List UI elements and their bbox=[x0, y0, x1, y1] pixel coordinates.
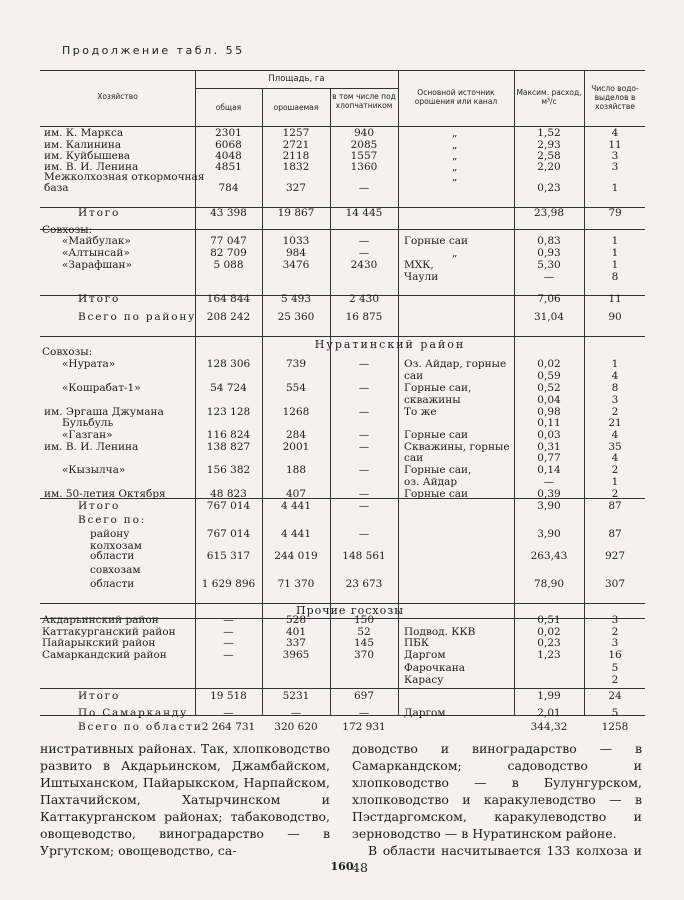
cell-farm-name: области bbox=[90, 550, 135, 562]
cell-num: 3 bbox=[611, 614, 619, 626]
cell-total: 48 823 bbox=[210, 488, 247, 500]
cell-flow: 0,04 bbox=[537, 394, 561, 406]
cell-source: ПБК bbox=[404, 637, 429, 649]
cell-irrigated: 554 bbox=[285, 382, 307, 394]
cell-irrigated: 3965 bbox=[282, 649, 310, 661]
cell-num: 1 bbox=[611, 182, 619, 194]
cell-total: 5 088 bbox=[213, 259, 244, 271]
cell-farm-name: «Майбулак» bbox=[62, 235, 131, 247]
cell-total: 19 518 bbox=[210, 690, 247, 702]
cell-num: 35 bbox=[608, 441, 622, 453]
cell-num: 79 bbox=[608, 207, 622, 219]
header-users: Число водовыделов в хозяйстве bbox=[591, 84, 639, 111]
cell-farm-name: Каттакурганский район bbox=[42, 626, 176, 638]
cell-farm-name: им. Калинина bbox=[44, 139, 122, 151]
cell-farm-name: району bbox=[90, 528, 130, 540]
cell-farm-name: Всего по области bbox=[78, 721, 203, 733]
cell-num: 1 bbox=[611, 259, 619, 271]
cell-flow: 3,90 bbox=[537, 528, 561, 540]
cell-num: 8 bbox=[611, 271, 619, 283]
cell-source: Горные саи, bbox=[404, 382, 472, 394]
cell-cotton: 940 bbox=[353, 127, 375, 139]
cell-source: Даргом bbox=[404, 649, 446, 661]
cell-cotton: 2430 bbox=[350, 259, 378, 271]
cell-source: „ bbox=[452, 150, 458, 162]
cell-farm-name: Акдарьинский район bbox=[42, 614, 159, 626]
cell-irrigated: 337 bbox=[285, 637, 307, 649]
cell-total: 2 264 731 bbox=[201, 721, 256, 733]
cell-farm-name: «Нурата» bbox=[62, 358, 116, 370]
cell-farm-name: совхозам bbox=[90, 564, 141, 576]
cell-cotton: 370 bbox=[353, 649, 375, 661]
row-rule bbox=[40, 688, 645, 689]
cell-flow: 2,58 bbox=[537, 150, 561, 162]
cell-farm-name: Межколхозная откормочная bbox=[44, 171, 205, 183]
cell-flow: 0,98 bbox=[537, 406, 561, 418]
cell-irrigated: 188 bbox=[285, 464, 307, 476]
row-rule bbox=[40, 336, 645, 337]
cell-irrigated: 2118 bbox=[282, 150, 310, 162]
cell-flow: — bbox=[543, 476, 555, 488]
cell-total: 128 306 bbox=[206, 358, 251, 370]
cell-cotton: 16 875 bbox=[345, 311, 383, 323]
cell-farm-name: Совхозы: bbox=[42, 346, 93, 358]
cell-farm-name: Совхозы: bbox=[42, 224, 93, 236]
cell-flow: 0,77 bbox=[537, 452, 561, 464]
cell-source: Фарочкана bbox=[404, 662, 466, 674]
row-rule bbox=[40, 229, 645, 230]
cell-irrigated: 401 bbox=[285, 626, 307, 638]
cell-irrigated: 984 bbox=[285, 247, 307, 259]
cell-source: Даргом bbox=[404, 707, 446, 719]
cell-cotton: 23 673 bbox=[345, 578, 383, 590]
cell-total: 208 242 bbox=[206, 311, 251, 323]
cell-farm-name: база bbox=[44, 182, 69, 194]
cell-farm-name: колхозам bbox=[90, 540, 142, 552]
cell-irrigated: 1832 bbox=[282, 161, 310, 173]
table-caption: Продолжение табл. 55 bbox=[62, 44, 245, 57]
cell-farm-name: Всего по: bbox=[78, 514, 147, 526]
cell-cotton: 1557 bbox=[350, 150, 378, 162]
cell-irrigated: — bbox=[290, 707, 302, 719]
cell-farm-name: области bbox=[90, 578, 135, 590]
cell-flow: 0,83 bbox=[537, 235, 561, 247]
cell-total: 156 382 bbox=[206, 464, 251, 476]
cell-cotton: 697 bbox=[353, 690, 375, 702]
cell-cotton: — bbox=[358, 707, 370, 719]
cell-flow: 1,99 bbox=[537, 690, 561, 702]
cell-num: 5 bbox=[611, 662, 619, 674]
cell-flow: 0,52 bbox=[537, 382, 561, 394]
cell-num: 21 bbox=[608, 417, 622, 429]
cell-flow: 0,51 bbox=[537, 614, 561, 626]
cell-irrigated: 3476 bbox=[282, 259, 310, 271]
cell-source: скважины bbox=[404, 394, 461, 406]
cell-source: саи bbox=[404, 452, 424, 464]
cell-total: 784 bbox=[218, 182, 239, 194]
cell-total: — bbox=[223, 649, 234, 661]
body-text-right bbox=[352, 740, 642, 876]
cell-num: 90 bbox=[608, 311, 622, 323]
header-source: Основной источник орошения или канал bbox=[414, 88, 498, 106]
cell-flow: 0,39 bbox=[537, 488, 561, 500]
cell-source: Горные саи bbox=[404, 235, 469, 247]
cell-irrigated: 71 370 bbox=[277, 578, 315, 590]
cell-source: Карасу bbox=[404, 674, 444, 686]
cell-total: 4851 bbox=[215, 161, 242, 173]
cell-farm-name: Бульбуль bbox=[62, 417, 114, 429]
cell-irrigated: 284 bbox=[285, 429, 307, 441]
cell-irrigated: 4 441 bbox=[280, 528, 312, 540]
cell-irrigated: 4 441 bbox=[280, 500, 312, 512]
cell-num: 87 bbox=[608, 500, 622, 512]
cell-flow: 0,93 bbox=[537, 247, 561, 259]
cell-farm-name: им. Куйбышева bbox=[44, 150, 130, 162]
cell-total: 77 047 bbox=[210, 235, 247, 247]
cell-irrigated: 407 bbox=[285, 488, 307, 500]
cell-farm-name: Итого bbox=[78, 293, 121, 305]
cell-total: — bbox=[223, 614, 234, 626]
cell-farm-name: «Кошрабат-1» bbox=[62, 382, 141, 394]
table-top-rule bbox=[40, 70, 645, 71]
cell-num: 11 bbox=[608, 293, 622, 305]
cell-num: 3 bbox=[611, 150, 619, 162]
cell-num: 4 bbox=[611, 127, 619, 139]
cell-num: 2 bbox=[611, 464, 619, 476]
cell-cotton: — bbox=[358, 500, 370, 512]
cell-flow: 23,98 bbox=[533, 207, 565, 219]
cell-irrigated: 1257 bbox=[282, 127, 310, 139]
body-text-left bbox=[40, 740, 330, 859]
cell-irrigated: 19 867 bbox=[277, 207, 315, 219]
cell-total: 43 398 bbox=[210, 207, 247, 219]
cell-source: Горные саи bbox=[404, 488, 469, 500]
page-number: 160 bbox=[330, 860, 354, 873]
cell-flow: 0,02 bbox=[537, 626, 561, 638]
cell-num: 16 bbox=[608, 649, 622, 661]
cell-source: МХК, bbox=[404, 259, 434, 271]
header-total: общая bbox=[215, 103, 242, 112]
cell-irrigated: 327 bbox=[285, 182, 307, 194]
cell-farm-name: им. В. И. Ленина bbox=[44, 161, 139, 173]
cell-cotton: — bbox=[358, 488, 370, 500]
cell-num: 3 bbox=[611, 394, 619, 406]
cell-total: 116 824 bbox=[206, 429, 251, 441]
cell-source: „ bbox=[452, 161, 458, 173]
cell-cotton: 150 bbox=[353, 614, 375, 626]
cell-flow: 2,01 bbox=[537, 707, 561, 719]
cell-irrigated: 244 019 bbox=[274, 550, 318, 562]
cell-source: саи bbox=[404, 370, 424, 382]
area-group-rule bbox=[195, 88, 398, 89]
cell-farm-name: Итого bbox=[78, 500, 121, 512]
cell-source: Горные саи, bbox=[404, 464, 472, 476]
cell-irrigated: 1033 bbox=[282, 235, 310, 247]
cell-flow: 1,52 bbox=[537, 127, 561, 139]
cell-total: 767 014 bbox=[206, 528, 251, 540]
cell-cotton: 172 931 bbox=[342, 721, 386, 733]
cell-flow: 1,23 bbox=[537, 649, 561, 661]
cell-num: 4 bbox=[611, 370, 619, 382]
cell-farm-name: По Самарканду bbox=[78, 707, 189, 719]
cell-source: оз. Айдар bbox=[404, 476, 458, 488]
cell-farm-name: Итого bbox=[78, 207, 121, 219]
cell-farm-name: «Алтынсай» bbox=[62, 247, 130, 259]
cell-flow: 0,11 bbox=[537, 417, 561, 429]
cell-source: Подвод. ККВ bbox=[404, 626, 476, 638]
cell-irrigated: 5231 bbox=[282, 690, 310, 702]
cell-farm-name: им. Эргаша Джумана bbox=[44, 406, 164, 418]
cell-flow: 78,90 bbox=[533, 578, 565, 590]
cell-irrigated: 528 bbox=[285, 614, 307, 626]
cell-num: 5 bbox=[611, 707, 619, 719]
cell-total: 767 014 bbox=[206, 500, 251, 512]
cell-total: — bbox=[223, 626, 234, 638]
cell-source: „ bbox=[452, 247, 458, 259]
cell-farm-name: «Зарафшан» bbox=[62, 259, 132, 271]
cell-cotton: — bbox=[358, 235, 370, 247]
cell-num: 24 bbox=[608, 690, 622, 702]
cell-num: 1 bbox=[611, 358, 619, 370]
cell-farm-name: Самаркандский район bbox=[42, 649, 167, 661]
cell-irrigated: 25 360 bbox=[277, 311, 315, 323]
paragraph: нистративных районах. Так, хлопководство развито в Акдарьинском, Джамбайском, Иштыханском, Пайарыкском, Нарпайском, Пахтачийском, Хатырчинском и Каттакурганском районах; табаководство, овощеводство, виноградарство — в Ургутском; овощеводство, са- bbox=[40, 741, 330, 858]
cell-flow: 0,23 bbox=[537, 637, 561, 649]
cell-total: 138 827 bbox=[206, 441, 251, 453]
cell-flow: 0,14 bbox=[537, 464, 561, 476]
header-farm: Хозяйство bbox=[97, 92, 138, 101]
cell-flow: 31,04 bbox=[533, 311, 565, 323]
cell-num: 1 bbox=[611, 247, 619, 259]
paragraph: В области насчитывается 133 колхоза и 48 bbox=[352, 843, 642, 875]
cell-cotton: — bbox=[358, 182, 370, 194]
header-flow: Максим. расход, м³/с bbox=[516, 88, 582, 106]
cell-cotton: — bbox=[358, 382, 370, 394]
cell-farm-name: им. К. Маркса bbox=[44, 127, 124, 139]
cell-irrigated: 739 bbox=[285, 358, 307, 370]
cell-total: 1 629 896 bbox=[201, 578, 256, 590]
cell-cotton: — bbox=[358, 528, 370, 540]
cell-total: 54 724 bbox=[210, 382, 247, 394]
cell-total: 82 709 bbox=[210, 247, 247, 259]
cell-total: 4048 bbox=[215, 150, 242, 162]
cell-flow: 2,20 bbox=[537, 161, 561, 173]
cell-farm-name: Пайарыкский район bbox=[42, 637, 156, 649]
cell-flow: 0,23 bbox=[537, 182, 561, 194]
cell-flow: 263,43 bbox=[530, 550, 568, 562]
cell-cotton: — bbox=[358, 247, 370, 259]
cell-source: Горные саи bbox=[404, 429, 469, 441]
cell-cotton: 52 bbox=[357, 626, 371, 638]
cell-num: 1 bbox=[611, 476, 619, 488]
cell-irrigated: 2721 bbox=[282, 139, 310, 151]
section-title-other: Прочие госхозы bbox=[296, 604, 404, 617]
cell-total: 164 844 bbox=[206, 293, 251, 305]
cell-cotton: 1360 bbox=[350, 161, 378, 173]
cell-num: 1 bbox=[611, 235, 619, 247]
cell-num: 2 bbox=[611, 406, 619, 418]
cell-flow: — bbox=[543, 271, 555, 283]
cell-num: 3 bbox=[611, 637, 619, 649]
cell-num: 2 bbox=[611, 674, 619, 686]
cell-total: 6068 bbox=[215, 139, 242, 151]
cell-farm-name: «Кызылча» bbox=[62, 464, 126, 476]
cell-farm-name: Итого bbox=[78, 690, 121, 702]
cell-flow: 7,06 bbox=[537, 293, 561, 305]
cell-num: 2 bbox=[611, 626, 619, 638]
cell-cotton: — bbox=[358, 358, 370, 370]
cell-flow: 0,02 bbox=[537, 358, 561, 370]
cell-num: 3 bbox=[611, 161, 619, 173]
cell-source: Скважины, горные bbox=[404, 441, 510, 453]
cell-source: „ bbox=[452, 171, 458, 183]
cell-flow: 3,90 bbox=[537, 500, 561, 512]
cell-num: 11 bbox=[608, 139, 622, 151]
cell-num: 4 bbox=[611, 429, 619, 441]
cell-source: „ bbox=[452, 127, 458, 139]
cell-source: То же bbox=[404, 406, 437, 418]
cell-irrigated: 320 620 bbox=[274, 721, 318, 733]
cell-total: 2301 bbox=[215, 127, 242, 139]
cell-farm-name: им. В. И. Ленина bbox=[44, 441, 139, 453]
cell-total: 615 317 bbox=[206, 550, 251, 562]
cell-flow: 0,59 bbox=[537, 370, 561, 382]
cell-source: „ bbox=[452, 139, 458, 151]
cell-num: 87 bbox=[608, 528, 622, 540]
cell-num: 8 bbox=[611, 382, 619, 394]
cell-farm-name: им. 50-летия Октября bbox=[44, 488, 166, 500]
cell-cotton: 14 445 bbox=[345, 207, 383, 219]
cell-farm-name: Всего по району bbox=[78, 311, 197, 323]
cell-num: 307 bbox=[604, 578, 626, 590]
header-area-group: Площадь, га bbox=[268, 74, 325, 84]
cell-cotton: — bbox=[358, 406, 370, 418]
cell-flow: 0,31 bbox=[537, 441, 561, 453]
cell-source: Чаули bbox=[404, 271, 439, 283]
cell-flow: 2,93 bbox=[537, 139, 561, 151]
paragraph: доводство и виноградарство — в Самаркандском; садоводство и хлопководство — в Булунгурском, хлопководство и каракулеводство — в Пэстдаргомском, каракулеводство и зерноводство — в Нуратинском районе. bbox=[352, 741, 642, 841]
cell-cotton: 2085 bbox=[350, 139, 378, 151]
cell-cotton: — bbox=[358, 464, 370, 476]
cell-irrigated: 1268 bbox=[282, 406, 310, 418]
cell-flow: 344,32 bbox=[530, 721, 568, 733]
cell-num: 1258 bbox=[601, 721, 629, 733]
header-irrigated: орошаемая bbox=[273, 103, 319, 112]
cell-num: 2 bbox=[611, 488, 619, 500]
cell-total: 123 128 bbox=[206, 406, 251, 418]
cell-cotton: — bbox=[358, 441, 370, 453]
cell-farm-name: «Газган» bbox=[62, 429, 113, 441]
cell-total: — bbox=[223, 637, 234, 649]
cell-num: 4 bbox=[611, 452, 619, 464]
section-title-nurata: Нуратинский район bbox=[314, 338, 466, 351]
cell-irrigated: 5 493 bbox=[280, 293, 312, 305]
header-cotton: в том числе под хлопчатником bbox=[332, 92, 396, 110]
cell-cotton: — bbox=[358, 429, 370, 441]
cell-flow: 5,30 bbox=[537, 259, 561, 271]
cell-irrigated: 2001 bbox=[282, 441, 310, 453]
cell-num: 927 bbox=[604, 550, 626, 562]
cell-cotton: 145 bbox=[353, 637, 375, 649]
cell-total: — bbox=[223, 707, 234, 719]
cell-flow: 0,03 bbox=[537, 429, 561, 441]
cell-source: Оз. Айдар, горные bbox=[404, 358, 507, 370]
cell-cotton: 148 561 bbox=[342, 550, 386, 562]
cell-cotton: 2 430 bbox=[348, 293, 380, 305]
